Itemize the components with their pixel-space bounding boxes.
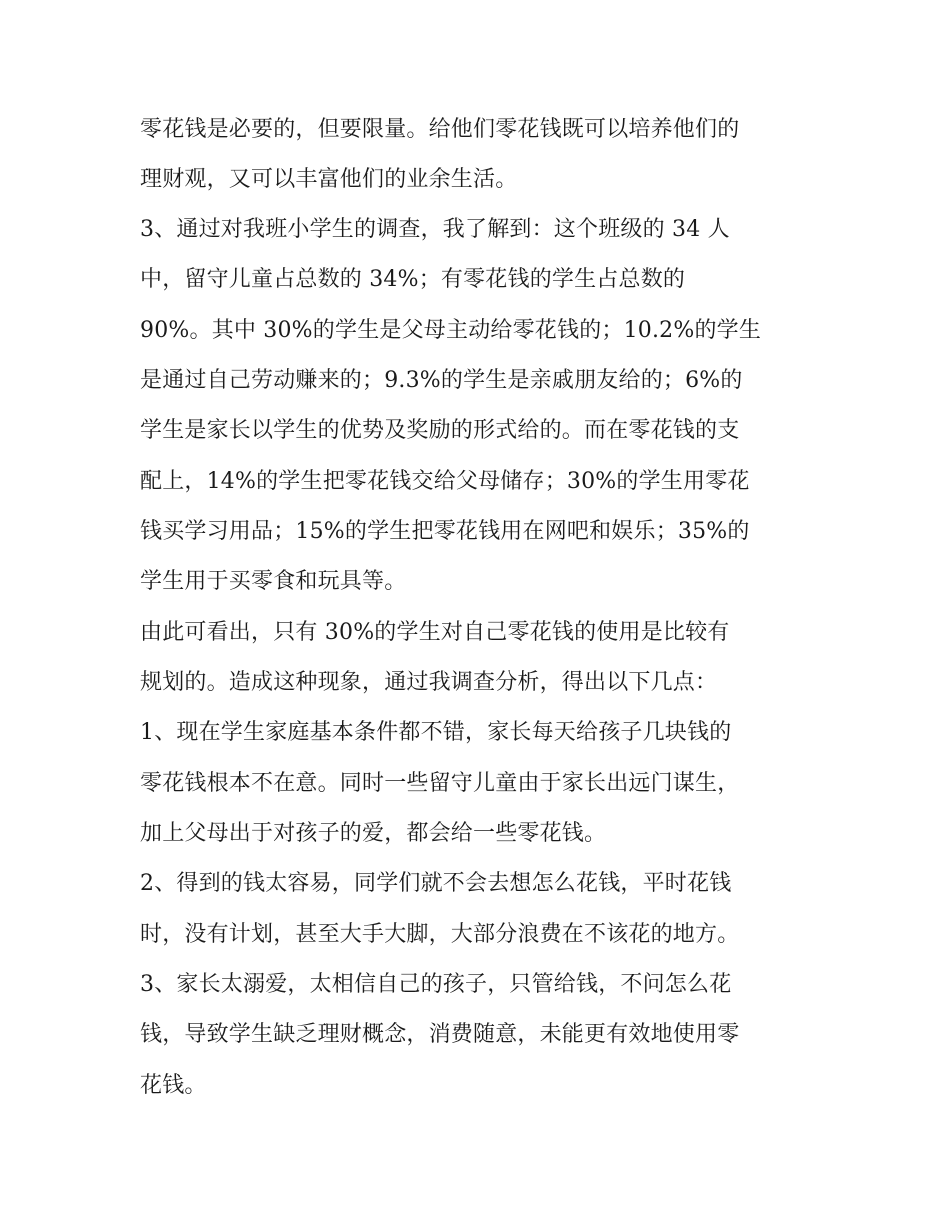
text-line: 是通过自己劳动赚来的；9.3%的学生是亲戚朋友给的；6%的 [140,368,743,393]
text-line: 3、通过对我班小学生的调查，我了解到：这个班级的 34 人 [140,217,730,242]
text-line: 配上，14%的学生把零花钱交给父母储存；30%的学生用零花 [140,469,750,494]
text-line: 90%。其中 30%的学生是父母主动给零花钱的；10.2%的学生 [140,318,762,343]
text-line: 由此可看出，只有 30%的学生对自己零花钱的使用是比较有 [140,620,730,645]
text-line: 花钱。 [140,1073,207,1098]
text-line: 时，没有计划，甚至大手大脚，大部分浪费在不该花的地方。 [140,922,740,947]
text-line: 学生用于买零食和玩具等。 [140,569,407,594]
text-line: 中，留守儿童占总数的 34%；有零花钱的学生占总数的 [140,267,686,292]
text-line: 学生是家长以学生的优势及奖励的形式给的。而在零花钱的支 [140,418,740,443]
text-line: 零花钱根本不在意。同时一些留守儿童由于家长出远门谋生， [140,771,740,796]
text-line: 理财观，又可以丰富他们的业余生活。 [140,167,518,192]
text-line: 钱，导致学生缺乏理财概念，消费随意，未能更有效地使用零 [140,1022,740,1047]
text-line: 零花钱是必要的，但要限量。给他们零花钱既可以培养他们的 [140,117,740,142]
text-line: 加上父母出于对孩子的爱，都会给一些零花钱。 [140,821,607,846]
text-line: 2、得到的钱太容易，同学们就不会去想怎么花钱，平时花钱 [140,871,732,896]
text-line: 3、家长太溺爱，太相信自己的孩子，只管给钱，不问怎么花 [140,972,732,997]
text-line: 规划的。造成这种现象，通过我调查分析，得出以下几点： [140,670,718,695]
text-line: 钱买学习用品；15%的学生把零花钱用在网吧和娱乐；35%的 [140,519,750,544]
text-line: 1、现在学生家庭基本条件都不错，家长每天给孩子几块钱的 [140,720,732,745]
